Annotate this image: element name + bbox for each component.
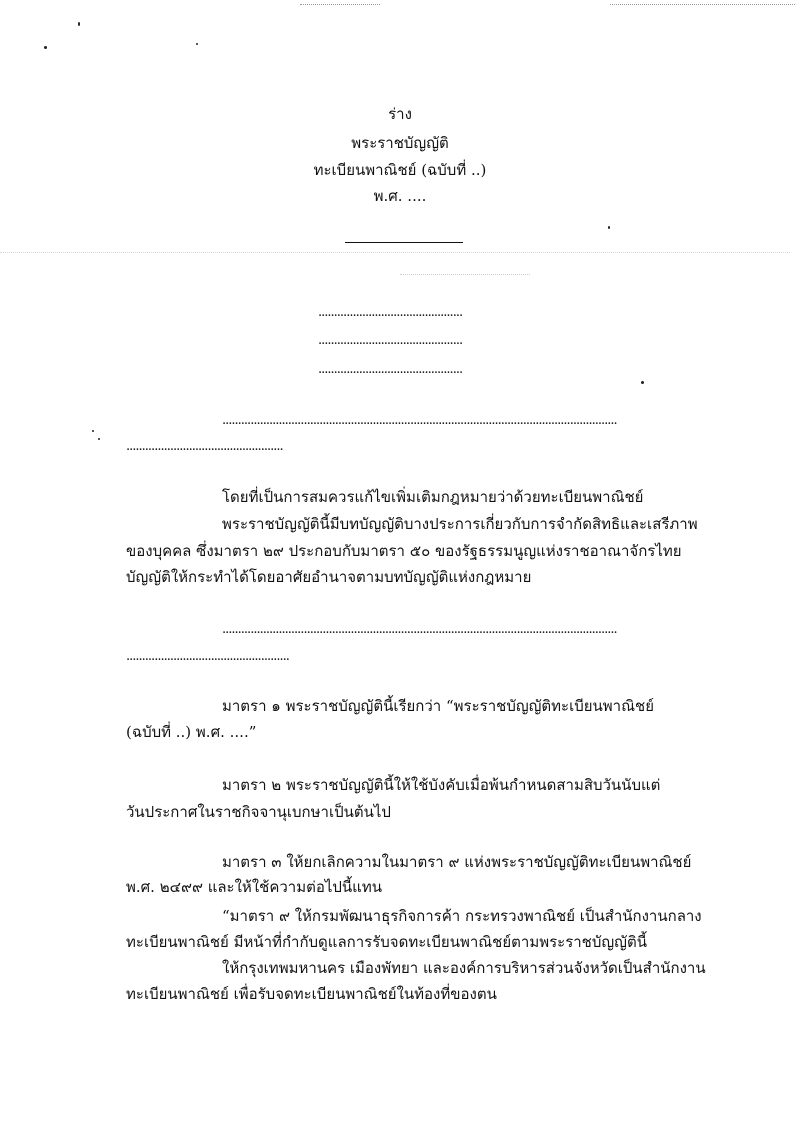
scan-speck <box>44 46 47 49</box>
enactment-placeholder: .............................................................................................................................. <box>222 622 617 637</box>
scan-artifact-line <box>300 4 380 6</box>
preamble-text: บัญญัติให้กระทำได้โดยอาศัยอำนาจตามบทบัญญัติแห่งกฎหมาย <box>126 568 532 586</box>
signature-placeholder: .............................................. <box>318 305 463 320</box>
preamble-text: ของบุคคล ซึ่งมาตรา ๒๙ ประกอบกับมาตรา ๕๐ ของรัฐธรรมนูญแห่งราชอาณาจักรไทย <box>126 542 682 560</box>
preamble-text: โดยที่เป็นการสมควรแก้ไขเพิ่มเติมกฎหมายว่าด้วยทะเบียนพาณิชย์ <box>222 488 644 506</box>
section-3-text: ทะเบียนพาณิชย์ เพื่อรับจดทะเบียนพาณิชย์ในท้องที่ของตน <box>126 985 497 1003</box>
scan-artifact-line <box>0 252 790 254</box>
section-2-text: มาตรา ๒ พระราชบัญญัตินี้ให้ใช้บังคับเมื่อพ้นกำหนดสามสิบวันนับแต่ <box>222 776 661 794</box>
section-3-text: พ.ศ. ๒๔๙๙ และให้ใช้ความต่อไปนี้แทน <box>126 878 382 896</box>
scan-speck <box>78 22 80 26</box>
scan-speck <box>641 381 644 384</box>
scan-speck <box>608 226 610 229</box>
scan-artifact-line <box>400 274 530 276</box>
scan-speck <box>98 438 100 440</box>
signature-placeholder: .............................................. <box>318 362 463 377</box>
title-divider <box>345 242 463 243</box>
act-year: พ.ศ. .... <box>373 187 427 205</box>
section-3-text: ให้กรุงเทพมหานคร เมืองพัทยา และองค์การบริหารส่วนจังหวัดเป็นสำนักงาน <box>222 959 706 977</box>
section-1-text: (ฉบับที่ ..) พ.ศ. ....” <box>126 723 257 741</box>
section-1-text: มาตรา ๑ พระราชบัญญัตินี้เรียกว่า “พระราชบัญญัติทะเบียนพาณิชย์ <box>222 697 654 715</box>
scan-speck <box>196 43 198 45</box>
section-2-text: วันประกาศในราชกิจจานุเบกษาเป็นต้นไป <box>126 803 391 821</box>
enactment-placeholder: .................................................... <box>126 649 289 664</box>
section-3-text: “มาตรา ๙ ให้กรมพัฒนาธุรกิจการค้า กระทรวงพาณิชย์ เป็นสำนักงานกลาง <box>222 907 702 925</box>
preamble-text: พระราชบัญญัตินี้มีบทบัญญัติบางประการเกี่ยวกับการจำกัดสิทธิและเสรีภาพ <box>222 515 698 533</box>
preamble-placeholder: .............................................................................................................................. <box>222 413 617 428</box>
draft-label: ร่าง <box>388 105 412 123</box>
signature-placeholder: .............................................. <box>318 333 463 348</box>
act-title: ทะเบียนพาณิชย์ (ฉบับที่ ..) <box>313 161 487 179</box>
preamble-placeholder: .................................................. <box>126 439 283 454</box>
section-3-text: มาตรา ๓ ให้ยกเลิกความในมาตรา ๙ แห่งพระราชบัญญัติทะเบียนพาณิชย์ <box>222 853 692 871</box>
section-3-text: ทะเบียนพาณิชย์ มีหน้าที่กำกับดูแลการรับจดทะเบียนพาณิชย์ตามพระราชบัญญัตินี้ <box>126 933 647 951</box>
scan-artifact-line <box>610 4 795 6</box>
scan-speck <box>92 430 94 432</box>
act-type: พระราชบัญญัติ <box>351 134 449 152</box>
